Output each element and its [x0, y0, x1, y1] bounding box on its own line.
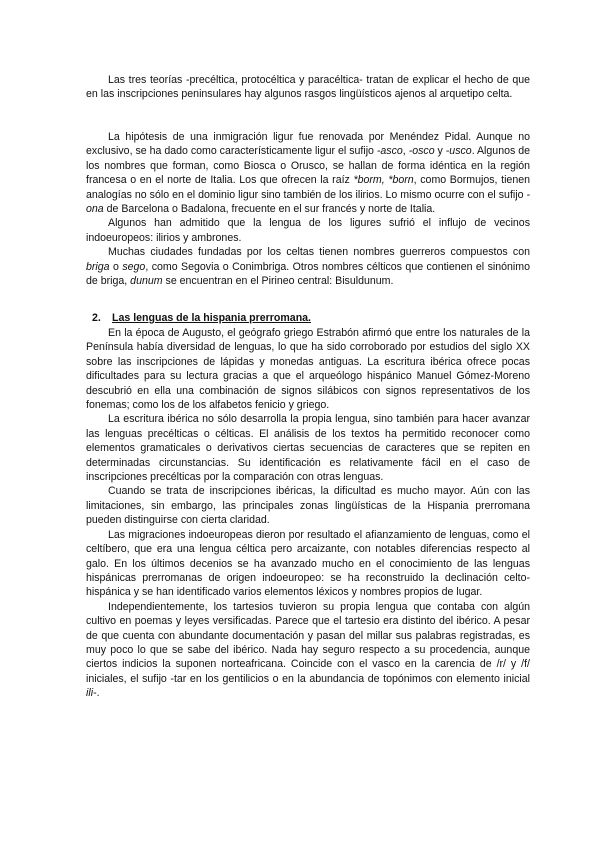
- section-number: 2.: [92, 312, 101, 324]
- paragraph: La hipótesis de una inmigración ligur fue renovada por Menéndez Pidal. Aunque no exclusivo, se ha dado como característicamente ligur el sufijo -asco, -osco y -usco. Algunos de los nombres que forman, como Biosca o Orusco, se hallan de forma idéntica en la región francesa o en el norte de Italia. Los que ofrecen la raíz *borm, *born, como Bormujos, tienen analogías no sólo en el dominio ligur sino también de los ilirios. Lo mismo ocurre con el sufijo -ona de Barcelona o Badalona, frecuente en el sur francés y norte de Italia.: [86, 131, 530, 216]
- section-body: [86, 326, 530, 701]
- paragraph: Independientemente, los tartesios tuvieron su propia lengua que contaba con algún cultivo en poemas y leyes versificadas. Parece que el tartesio era distinto del ibérico. A pesar de que cuenta con abundante documentación y pasan del millar sus palabras registradas, es muy poco lo que se sabe del ibérico. Nada hay seguro respecto a su procedencia, aunque ciertos indicios la suponen norteafricana. Coincide con el vasco en la carencia de /r/ y /f/ iniciales, el sufijo -tar en los gentilicios o en la abundancia de topónimos con elemento inicial ili-.: [86, 600, 530, 700]
- ligur-block: [86, 130, 530, 288]
- section-title: Las lenguas de la hispania prerromana.: [112, 312, 311, 324]
- paragraph: Cuando se trata de inscripciones ibéricas, la dificultad es mucho mayor. Aún con las limitaciones, sin embargo, las principales zonas lingüísticas de la Hispania prerromana pueden distinguirse con cierta claridad.: [86, 485, 530, 527]
- paragraph: Las migraciones indoeuropeas dieron por resultado el afianzamiento de lenguas, como el celtíbero, que era una lengua céltica pero arcaizante, con notables diferencias respecto al galo. En los últimos decenios se ha avanzado mucho en el conocimiento de las lenguas hispánicas prerromanas de origen indoeuropeo: se ha reconstruido la declinación celto-hispánica y se han identificado varios elementos léxicos y nombres propios de lugar.: [86, 528, 530, 599]
- paragraph: Las tres teorías -precéltica, protocéltica y paracéltica- tratan de explicar el hecho de que en las inscripciones peninsulares hay algunos rasgos lingüísticos ajenos al arquetipo celta.: [86, 74, 530, 101]
- intro-block: [86, 73, 530, 102]
- paragraph: La escritura ibérica no sólo desarrolla la propia lengua, sino también para hacer avanzar las lenguas precélticas o célticas. El análisis de los textos ha permitido reconocer como elementos gramaticales o derivativos ciertas secuencias de caracteres que se repiten en determinadas circunstancias. Su identificación es relativamente fácil en el caso de inscripciones precélticas por la comparación con otras lenguas.: [86, 413, 530, 484]
- paragraph: Algunos han admitido que la lengua de los ligures sufrió el influjo de vecinos indoeuropeos: ilirios y ambrones.: [86, 217, 530, 244]
- section-heading: [92, 311, 311, 325]
- paragraph: Muchas ciudades fundadas por los celtas tienen nombres guerreros compuestos con briga o sego, como Segovia o Conimbriga. Otros nombres célticos que contienen el sinónimo de briga, dunum se encuentran en el Pirineo central: Bisuldunum.: [86, 246, 531, 288]
- paragraph: En la época de Augusto, el geógrafo griego Estrabón afirmó que entre los naturales de la Península había diversidad de lenguas, lo que ha sido corroborado por estudios del siglo XX sobre las inscripciones de lápidas y monedas antiguas. La escritura ibérica ofrece pocas dificultades para su lectura gracias a que el arqueólogo hispánico Manuel Gómez-Moreno descubrió en ella una combinación de signos silábicos con signos representativos de los fonemas; como los de los alfabetos fenicio y griego.: [86, 327, 530, 412]
